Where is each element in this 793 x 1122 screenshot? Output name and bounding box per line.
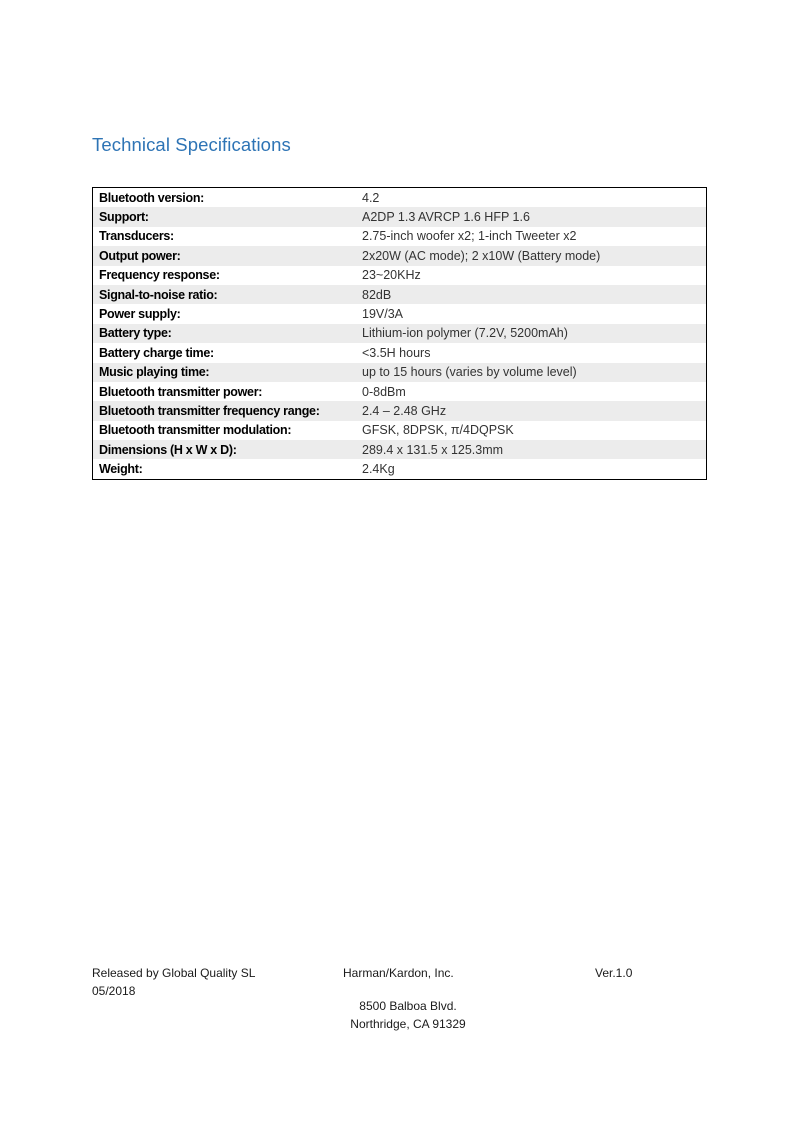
release-date: 05/2018 <box>92 984 136 998</box>
spec-value: 19V/3A <box>362 307 404 322</box>
spec-label: Battery type: <box>99 326 172 341</box>
spec-row <box>93 440 706 459</box>
spec-table <box>92 187 707 480</box>
spec-row <box>93 421 706 440</box>
footer-release-info <box>92 964 255 1000</box>
footer-company <box>343 964 454 982</box>
spec-label: Power supply: <box>99 307 181 322</box>
spec-label: Signal-to-noise ratio: <box>99 287 218 302</box>
spec-value: 289.4 x 131.5 x 125.3mm <box>362 442 504 457</box>
page-title: Technical Specifications <box>92 134 291 155</box>
version-text: Ver.1.0 <box>595 966 633 980</box>
spec-row <box>93 304 706 323</box>
spec-value: up to 15 hours (varies by volume level) <box>362 365 577 380</box>
spec-row <box>93 266 706 285</box>
spec-label: Bluetooth transmitter modulation: <box>99 423 292 438</box>
spec-row <box>93 227 706 246</box>
spec-row <box>93 188 706 207</box>
spec-label: Bluetooth version: <box>99 190 205 205</box>
spec-value: 2.75-inch woofer x2; 1-inch Tweeter x2 <box>362 229 577 244</box>
spec-label: Battery charge time: <box>99 345 214 360</box>
spec-value: 23~20KHz <box>362 268 421 283</box>
spec-value: 4.2 <box>362 190 380 205</box>
spec-label: Frequency response: <box>99 268 220 283</box>
spec-row <box>93 459 706 478</box>
spec-row <box>93 363 706 382</box>
spec-row <box>93 382 706 401</box>
footer-address <box>340 997 476 1033</box>
spec-label: Transducers: <box>99 229 174 244</box>
spec-row <box>93 207 706 226</box>
spec-value: Lithium-ion polymer (7.2V, 5200mAh) <box>362 326 568 341</box>
spec-row <box>93 285 706 304</box>
spec-row <box>93 343 706 362</box>
spec-label: Dimensions (H x W x D): <box>99 442 237 457</box>
spec-row <box>93 246 706 265</box>
spec-label: Music playing time: <box>99 365 210 380</box>
address-line-2: Northridge, CA 91329 <box>350 1017 466 1031</box>
spec-value: <3.5H hours <box>362 345 431 360</box>
spec-value: 0-8dBm <box>362 384 406 399</box>
address-line-1: 8500 Balboa Blvd. <box>359 999 457 1013</box>
spec-value: A2DP 1.3 AVRCP 1.6 HFP 1.6 <box>362 210 530 225</box>
spec-value: 2.4Kg <box>362 462 395 477</box>
spec-row <box>93 401 706 420</box>
spec-value: 82dB <box>362 287 392 302</box>
spec-label: Bluetooth transmitter frequency range: <box>99 403 320 418</box>
released-by-text: Released by Global Quality SL <box>92 966 256 980</box>
footer-version <box>595 964 632 982</box>
spec-label: Support: <box>99 210 149 225</box>
spec-label: Output power: <box>99 248 181 263</box>
spec-row <box>93 324 706 343</box>
spec-label: Bluetooth transmitter power: <box>99 384 263 399</box>
spec-value: 2.4 – 2.48 GHz <box>362 403 447 418</box>
spec-value: 2x20W (AC mode); 2 x10W (Battery mode) <box>362 248 601 263</box>
company-name: Harman/Kardon, Inc. <box>343 966 454 980</box>
spec-label: Weight: <box>99 462 143 477</box>
spec-value: GFSK, 8DPSK, π/4DQPSK <box>362 423 514 438</box>
